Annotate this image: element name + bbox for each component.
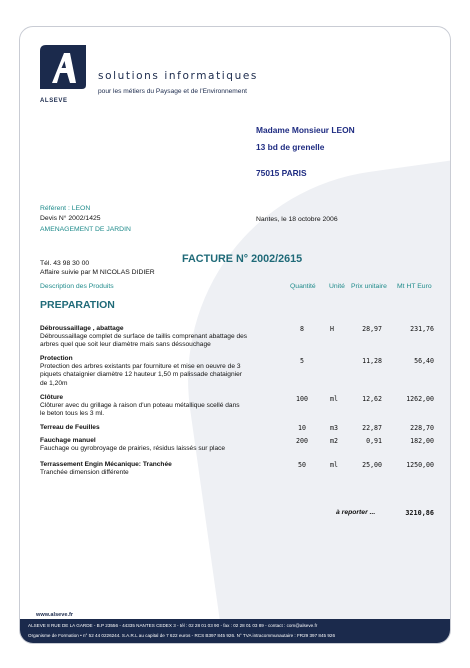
column-unit-price: Prix unitaire [351,283,387,290]
item-unit: ml [330,395,338,403]
recipient-name: Madame Monsieur LEON [256,125,355,135]
alseve-logo-icon [40,45,86,97]
item-description: Protection des arbres existants par fourniture et mise en oeuvre de 3 piquets chataignier diamètre 12 hauteur 1,50 m palissade chataignier de 1,20m [40,363,242,387]
item-total: 182,00 [410,437,434,445]
reference: Référent : LEON [40,205,91,212]
project-name: AMENAGEMENT DE JARDIN [40,226,131,233]
column-unit: Unité [329,283,345,290]
item-title: Fauchage manuel [40,437,96,444]
item-price: 28,97 [362,325,382,333]
place-date: Nantes, le 18 octobre 2006 [256,216,338,223]
item-total: 228,70 [410,424,434,432]
item-title: Terreau de Feuilles [40,424,100,431]
item-title: Clôture [40,394,64,401]
item-price: 11,28 [362,357,382,365]
item-quantity: 10 [298,424,306,432]
recipient-street: 13 bd de grenelle [256,142,325,152]
company-name: solutions informatiques [98,70,258,82]
item-price: 12,62 [362,395,382,403]
column-description: Description des Produits [40,283,114,290]
footer-bar [20,619,451,644]
item-title: Débroussaillage , abattage [40,325,124,332]
item-total: 231,76 [410,325,434,333]
item-total: 56,40 [414,357,434,365]
item-price: 22,87 [362,424,382,432]
item-quantity: 200 [296,437,308,445]
item-title: Terrassement Engin Mécanique: Tranchée [40,461,172,468]
column-total: Mt HT Euro [397,283,432,290]
item-total: 1262,00 [406,395,434,403]
quote-number: Devis N° 2002/1425 [40,215,101,222]
website: www.alseve.fr [36,612,74,618]
footer-legal: Organisme de Formation • n° 52 44 0226244. S.A.R.L au capital de 7 622 euros - RCS B397 845 926. N° TVA intracommunautaire : FR29 397 845 926 [28,633,336,638]
item-quantity: 50 [298,461,306,469]
item-quantity: 8 [300,325,304,333]
item-unit: ml [330,461,338,469]
item-title: Protection [40,355,73,362]
item-unit: m2 [330,437,338,445]
carry-forward-value: 3210,86 [405,509,434,517]
footer-address: ALSEVE 8 RUE DE LA GARDE - B.P 23556 - 44335 NANTES CEDEX 3 - tél : 02 28 01 03 90 - fax : 02 28 01 03 89 - contact : com@alseve.fr [28,623,318,628]
item-description: Débroussaillage complet de surface de taillis comprenant abattage des arbres quel que soit leur diamètre mais sans déssouchage [40,333,248,349]
item-quantity: 100 [296,395,308,403]
item-price: 25,00 [362,461,382,469]
item-quantity: 5 [300,357,304,365]
item-unit: m3 [330,424,338,432]
company-brand: ALSEVE [40,98,68,104]
item-total: 1250,00 [406,461,434,469]
item-description: Fauchage ou gyrobroyage de prairies, résidus laissés sur place [40,445,226,452]
item-description: Tranchée dimension différente [40,469,129,476]
column-quantity: Quantité [290,283,316,290]
followed-by: Affaire suivie par M NICOLAS DIDIER [40,269,155,276]
company-tagline: pour les métiers du Paysage et de l'Environnement [98,88,247,95]
invoice-title: FACTURE N° 2002/2615 [182,253,303,265]
phone: Tél. 43 98 30 00 [40,260,90,267]
recipient-city: 75015 PARIS [256,168,307,178]
invoice-page [19,26,451,644]
item-description: Clôturer avec du grillage à raison d'un poteau métallique scellé dans le beton tous les 3 ml. [40,402,240,418]
section-title: PREPARATION [40,299,115,311]
carry-forward-label: à reporter ... [336,509,376,516]
item-price: 0,91 [366,437,382,445]
item-unit: H [330,325,334,333]
